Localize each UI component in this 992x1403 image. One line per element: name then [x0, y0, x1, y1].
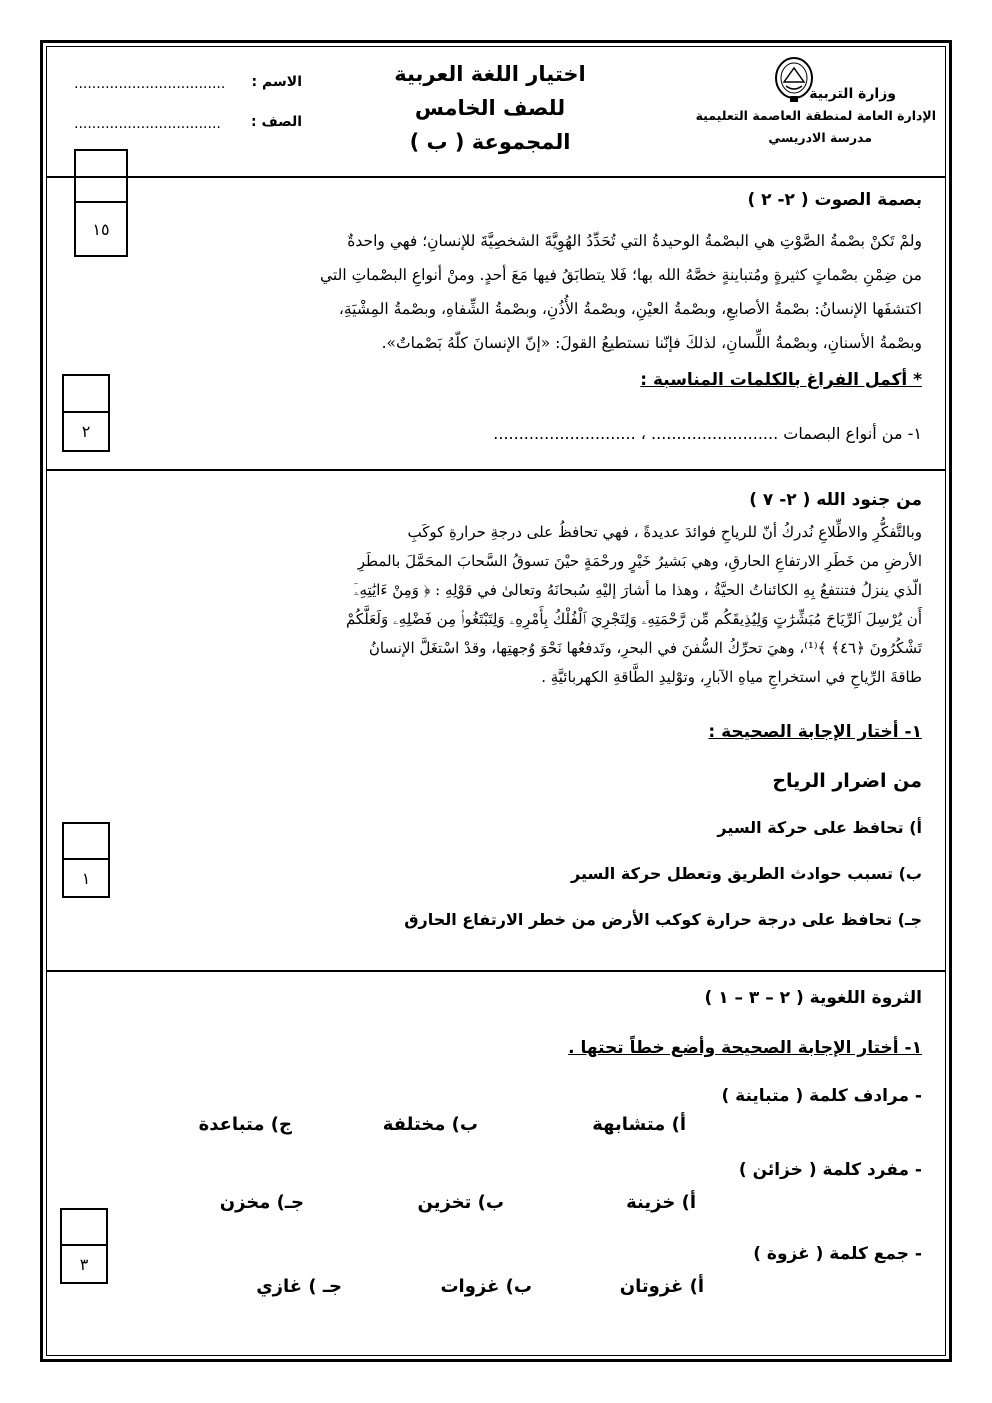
passage1-line: اكتشفَها الإنسانُ: بصْمةُ الأصابعِ، وبصْمةُ العيْنِ، وبصْمةُ الأُذُنِ، وبصْمةُ الشِّفاهِ، وبصْمةُ المِشْيَةِ،: [338, 300, 922, 318]
vocab-q3-option-a[interactable]: أ) غزوتان: [619, 1276, 704, 1297]
class-label: الصف :: [251, 114, 302, 130]
section2-option-c[interactable]: جـ) تحافظ على درجة حرارة كوكب الأرض من خطر الارتفاع الحارق: [404, 910, 922, 929]
passage1-line: وبصْمةُ الأسنانِ، وبصْمةُ اللِّسانِ، لذلكَ فإنّنا نستطيعُ القولَ: «إنّ الإنسانَ كلّهُ بَصْماتٌ».: [381, 334, 922, 352]
section2-passage: [162, 518, 922, 692]
section2-divider: [46, 970, 946, 972]
vocab-question-2: - مفرد كلمة ( خزائن ): [738, 1160, 922, 1180]
ministry-name: وزارة التربية: [809, 86, 896, 102]
passage1-line: من ضِمْنِ بصْماتٍ كثيرةٍ ومُتباينةٍ خصَّهُ الله بها؛ فَلا يتطابَقُ فيها مَعَ أحدٍ. ومنْ أنواعِ البصْماتِ التي: [320, 266, 922, 284]
section2-question: من اضرار الرياح: [772, 770, 922, 792]
section2-score-box: [62, 822, 110, 898]
section2-option-a[interactable]: أ) تحافظ على حركة السير: [717, 818, 922, 837]
vocab-q1-option-c[interactable]: ج) متباعدة: [198, 1114, 292, 1135]
vocab-question-1: - مرادف كلمة ( متباينة ): [721, 1086, 922, 1106]
vocab-q2-option-c[interactable]: جـ) مخزن: [219, 1192, 304, 1213]
section1-question: ١- من أنواع البصمات ......................... ، ............................: [493, 424, 922, 443]
name-label: الاسم :: [251, 74, 302, 90]
total-score-blank[interactable]: [76, 151, 126, 203]
section3-title: الثروة اللغوية ( ٢ – ٣ – ١ ): [704, 988, 922, 1008]
section3-score-box: [60, 1208, 108, 1284]
header-divider: [46, 176, 946, 178]
section1-score-box: [62, 374, 110, 452]
exam-title: اختيار اللغة العربية: [394, 62, 586, 86]
section1-title: بصمة الصوت ( ٢- ٢ ): [747, 190, 922, 210]
passage2-line: الأرضِ من خَطَرِ الارتفاعِ الحارقِ، وهي بَشيرُ خَيْرٍ ورحْمَةٍ حيْنَ تسوقُ السَّحابَ المحَمَّلَ بالمطَرِ: [357, 552, 922, 570]
section1-score-value: ٢: [81, 422, 91, 441]
grade-label: للصف الخامس: [414, 96, 566, 120]
section3-instruction: ١- أختار الإجابة الصحيحة وأضع خطاً تحتها .: [568, 1038, 922, 1058]
passage2-line: أَن يُرْسِلَ ٱلرِّيَاحَ مُبَشِّرَٰتٍ وَلِيُذِيقَكُم مِّن رَّحْمَتِهِۦ وَلِتَجْرِيَ ٱلْفُلْكُ بِأَمْرِهِۦ وَلِتَبْتَغُوا۟ مِن فَضْلِهِۦ وَلَعَلَّكُمْ: [345, 610, 922, 628]
school-name: مدرسة الادريسي: [768, 130, 872, 145]
class-field[interactable]: .................................: [74, 116, 221, 132]
name-field[interactable]: ..................................: [74, 76, 226, 92]
section1-divider: [46, 469, 946, 471]
section2-score-blank[interactable]: [64, 824, 108, 860]
group-label: المجموعة ( ب ): [409, 130, 571, 154]
vocab-q1-option-b[interactable]: ب) مختلفة: [382, 1114, 478, 1135]
passage2-line: الّذي ينزلُ فتنتفعُ بِهِ الكائناتُ الحيَّةُ ، وهذا ما أشارَ إليْهِ سُبحانَهُ وتعالىٰ في قوْلِهِ : ﴿ وَمِنْ ءَايَٰتِهِۦٓ: [353, 581, 922, 599]
passage2-line: تَشْكُرُونَ ﴿٤٦﴾ ﴾⁽¹⁾، وهيَ تحرِّكُ السُّفنَ في البحرِ، وتَدفعُها نَحْوَ وُجهتِها، وقدْ اسْتغَلَّ الإنسانُ: [368, 639, 922, 657]
vocab-q2-option-a[interactable]: أ) خزينة: [626, 1192, 696, 1213]
section3-score-blank[interactable]: [62, 1210, 106, 1246]
section2-option-b[interactable]: ب) تسبب حوادث الطريق وتعطل حركة السير: [571, 864, 922, 883]
passage1-line: ولمْ تَكنْ بصْمةُ الصَّوْتِ هي البصْمةُ الوحيدةُ التي تُحَدِّدُ الهُوِيَّةَ الشخصِيَّةَ للإنسانِ؛ فهي واحدةٌ: [347, 232, 922, 250]
vocab-q1-option-a[interactable]: أ) متشابهة: [592, 1114, 686, 1135]
vocab-q2-option-b[interactable]: ب) تخزين: [417, 1192, 504, 1213]
passage2-line: طاقةَ الرِّياحِ في استخراجِ مياهِ الآبارِ، وتوْليدِ الطَّاقةِ الكهربائيَّةِ .: [541, 668, 922, 686]
total-score-value: ١٥: [92, 219, 110, 239]
section1-instruction: * أكمل الفراغ بالكلمات المناسبة :: [640, 370, 922, 390]
vocab-q3-option-b[interactable]: ب) غزوات: [440, 1276, 532, 1297]
section2-instruction: ١- أختار الإجابة الصحيحة :: [708, 722, 922, 742]
total-score-box: [74, 149, 128, 257]
section1-passage: [162, 224, 922, 360]
passage2-line: وبالتَّفكُّرِ والاطِّلاعِ نُدركُ أنّ للرياحِ فوائدَ عديدةً ، فهي تحافظُ على درجةِ حرارةِ كوكَبِ: [407, 523, 922, 541]
section2-score-value: ١: [81, 868, 91, 888]
directorate-name: الإدارة العامة لمنطقة العاصمة التعليمية: [695, 108, 936, 123]
section2-title: من جنود الله ( ٢- ٧ ): [749, 490, 922, 510]
section3-score-value: ٣: [79, 1254, 89, 1274]
vocab-question-3: - جمع كلمة ( غزوة ): [753, 1244, 922, 1264]
section1-score-blank[interactable]: [64, 376, 108, 413]
vocab-q3-option-c[interactable]: جـ ) غازي: [256, 1276, 342, 1297]
